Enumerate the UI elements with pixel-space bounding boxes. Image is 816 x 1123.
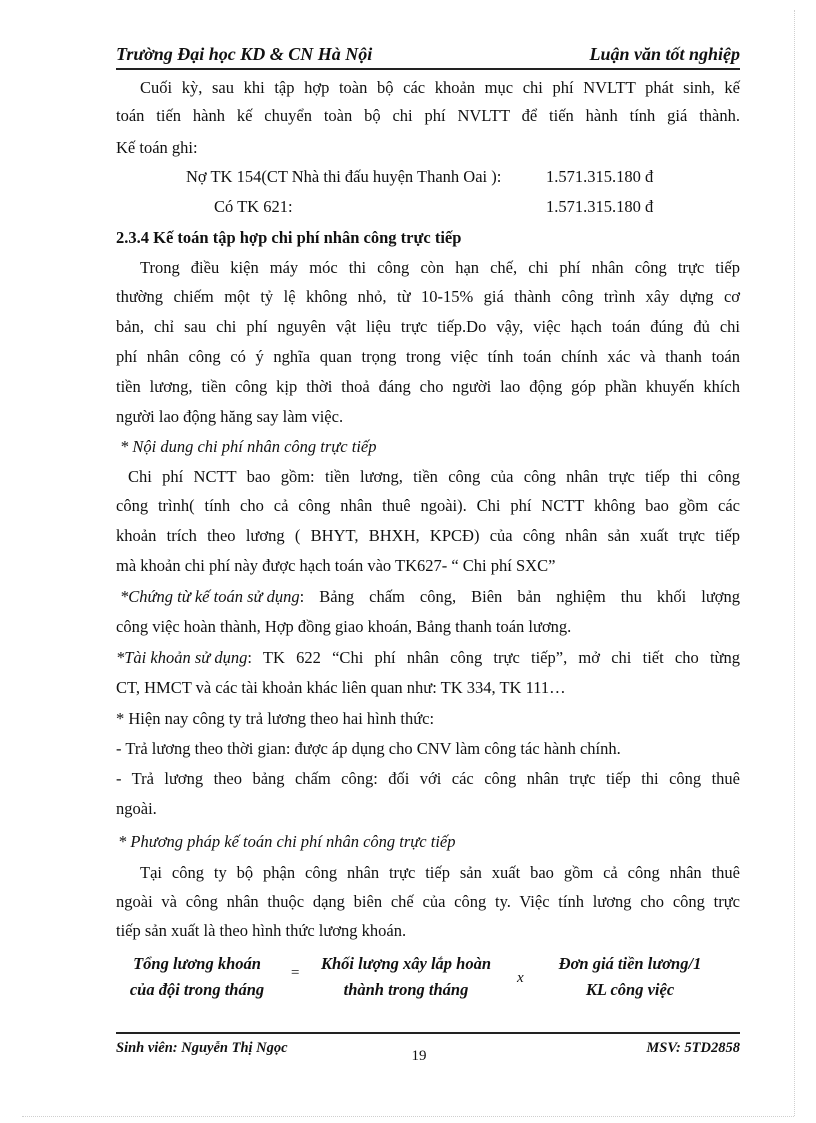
entry-debit-value: 1.571.315.180 đ — [546, 167, 654, 186]
paragraph-line: Kế toán ghi: — [116, 138, 198, 157]
paragraph-line: phí nhân công có ý nghĩa quan trọng trong việc tính toán chính xác và thanh toán — [116, 347, 740, 366]
documents-label: *Chứng từ kế toán sử dụng — [120, 587, 300, 606]
header-doc-type: Luận văn tốt nghiệp — [589, 44, 740, 64]
paragraph-line: CT, HMCT và các tài khoản khác liên quan như: TK 334, TK 111… — [116, 678, 566, 697]
page-border-right — [794, 10, 795, 1116]
documents-text: : Bảng chấm công, Biên bản nghiệm thu khối lượng — [299, 587, 740, 606]
paragraph-line: - Trả lương theo thời gian: được áp dụng cho CNV làm công tác hành chính. — [116, 739, 621, 758]
paragraph-line: * Hiện nay công ty trả lương theo hai hình thức: — [116, 709, 435, 728]
paragraph-line: khoản trích theo lương ( BHYT, BHXH, KPCĐ) của công nhân sản xuất trực tiếp — [116, 526, 740, 545]
paragraph-line: công việc hoàn thành, Hợp đồng giao khoán, Bảng thanh toán lương. — [116, 617, 572, 636]
formula-term-line: thành trong tháng — [343, 980, 469, 999]
documents-line — [120, 587, 740, 607]
paragraph-line: Trong điều kiện máy móc thi công còn hạn chế, chi phí nhân công trực tiếp — [140, 258, 740, 277]
paragraph-line: ngoài và công nhân thuộc dạng biên chế của công ty. Việc tính lương cho công trực — [116, 892, 740, 911]
paragraph-line: Chi phí NCTT bao gồm: tiền lương, tiền công của công nhân trực tiếp thi công — [128, 467, 740, 486]
paragraph-line: bản, chỉ sau chi phí nguyên vật liệu trực tiếp.Do vậy, việc hạch toán đúng đủ chi — [116, 317, 740, 336]
page-border-bottom — [22, 1116, 794, 1117]
formula-term-line: của đội trong tháng — [129, 980, 265, 999]
entry-credit-value: 1.571.315.180 đ — [546, 197, 654, 216]
formula-equals: = — [290, 965, 301, 981]
paragraph-line: mà khoản chi phí này được hạch toán vào TK627- “ Chi phí SXC” — [116, 556, 556, 575]
entry-debit-label: Nợ TK 154(CT Nhà thi đấu huyện Thanh Oai ): — [186, 167, 502, 186]
section-heading: 2.3.4 Kế toán tập hợp chi phí nhân công trực tiếp — [116, 228, 462, 247]
paragraph-line: toán tiến hành kế chuyển toàn bộ chi phí NVLTT để tiến hành tính giá thành. — [116, 106, 740, 125]
paragraph-line: thường chiếm một tỷ lệ không nhỏ, từ 10-15% giá thành công trình xây dựng cơ — [116, 287, 740, 306]
accounts-text: : TK 622 “Chi phí nhân công trực tiếp”, mở chi tiết cho từng — [247, 648, 740, 667]
formula-term-line: Đơn giá tiền lương/1 — [558, 954, 702, 973]
paragraph-line: ngoài. — [116, 799, 157, 818]
paragraph-line: tiếp sản xuất là theo hình thức lương khoán. — [116, 921, 407, 940]
subheading-method: * Phương pháp kế toán chi phí nhân công trực tiếp — [118, 832, 456, 851]
formula-term-volume — [300, 953, 512, 1001]
entry-credit-label: Có TK 621: — [214, 197, 293, 216]
formula-times: x — [517, 970, 524, 986]
footer-student-id: MSV: 5TD2858 — [646, 1040, 740, 1056]
formula-term-line: Khối lượng xây lắp hoàn — [320, 954, 492, 973]
page-header — [116, 44, 740, 70]
paragraph-line: tiền lương, tiền công kịp thời thoả đáng cho người lao động góp phần khuyến khích — [116, 377, 740, 396]
accounts-label: *Tài khoản sử dụng — [116, 648, 248, 667]
paragraph-line: Cuối kỳ, sau khi tập hợp toàn bộ các khoản mục chi phí NVLTT phát sinh, kế — [140, 78, 740, 97]
paragraph-line: người lao động hăng say làm việc. — [116, 407, 344, 426]
paragraph-line: - Trả lương theo bảng chấm công: đối với các công nhân trực tiếp thi công thuê — [116, 769, 740, 788]
paragraph-line: Tại công ty bộ phận công nhân trực tiếp sản xuất bao gồm cả công nhân thuê — [140, 863, 740, 882]
page-number: 19 — [411, 1048, 427, 1064]
formula-term-total-wage — [112, 953, 282, 1001]
paragraph-line: công trình( tính cho cả công nhân thuê ngoài). Chi phí NCTT không bao gồm các — [116, 496, 740, 515]
subheading-content: * Nội dung chi phí nhân công trực tiếp — [120, 437, 377, 456]
header-school: Trường Đại học KD & CN Hà Nội — [116, 44, 373, 64]
formula-term-unit-price — [540, 953, 720, 1001]
footer-rule — [116, 1032, 740, 1034]
formula-term-line: Tổng lương khoán — [133, 954, 261, 973]
accounts-line — [116, 648, 740, 668]
footer-student: Sinh viên: Nguyễn Thị Ngọc — [116, 1040, 288, 1056]
formula-term-line: KL công việc — [585, 980, 675, 999]
